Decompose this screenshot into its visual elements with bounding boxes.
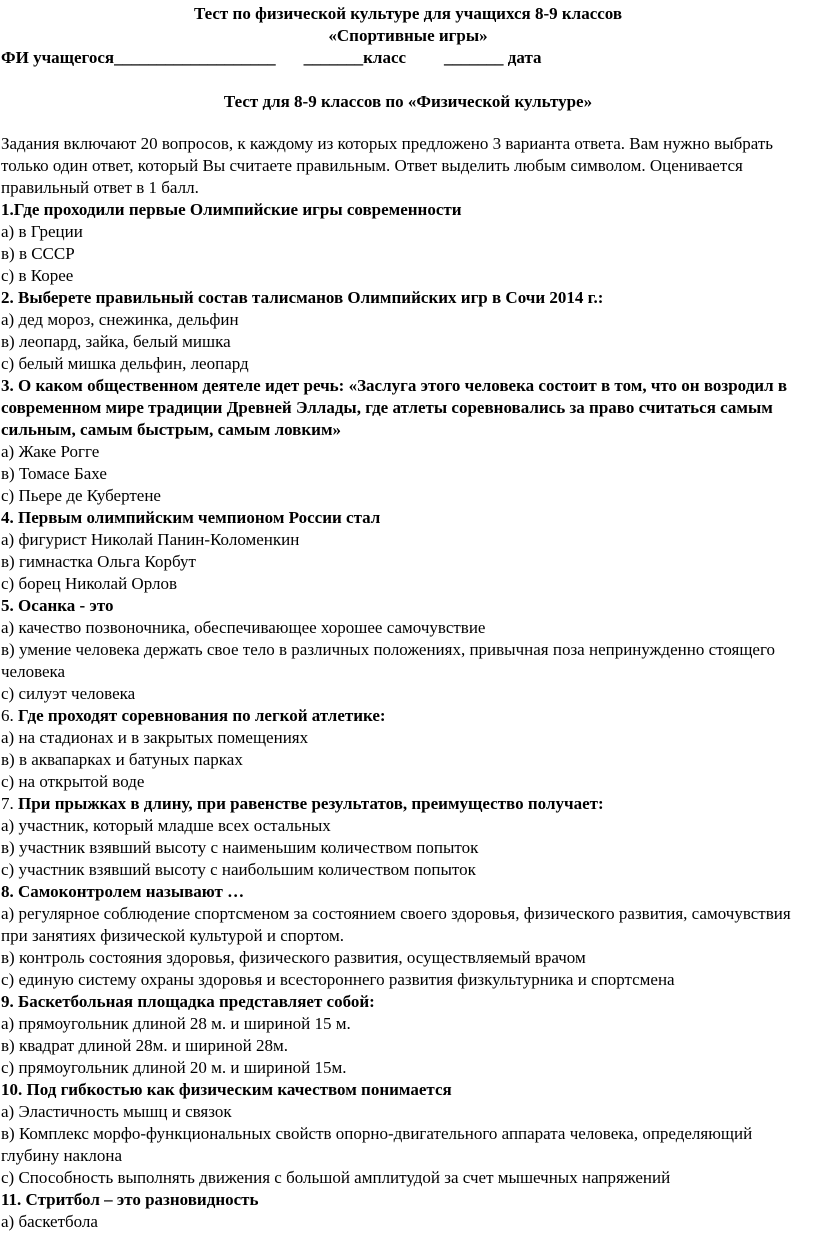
- question-label: 1.Где проходили первые Олимпийские игры современности: [1, 200, 462, 219]
- question-label: При прыжках в длину, при равенстве результатов, преимущество получает:: [18, 794, 604, 813]
- answer-option[interactable]: а) баскетбола: [1, 1212, 98, 1231]
- answer-option[interactable]: а) Эластичность мышц и связок: [1, 1102, 232, 1121]
- question-text: [1, 287, 813, 309]
- question-text: [1, 595, 813, 617]
- answer-option[interactable]: в) леопард, зайка, белый мишка: [1, 332, 231, 351]
- question-label: 3. О каком общественном деятеле идет речь: «Заслуга этого человека состоит в том, что он возродил в современном мире традиции Древней Эллады, где атлеты соревновались за право считаться самым сильным, самым быстрым, самым ловким»: [1, 376, 788, 439]
- answer-option[interactable]: в) Комплекс морфо-функциональных свойств опорно-двигательного аппарата человека, определяющий глубину наклона: [1, 1124, 753, 1165]
- date-field[interactable]: _______ дата: [444, 48, 542, 67]
- test-heading: Тест для 8-9 классов по «Физической культуре»: [223, 92, 593, 111]
- answer-option[interactable]: в) в аквапарках и батуных парках: [1, 750, 243, 769]
- question-label: 4. Первым олимпийским чемпионом России стал: [1, 508, 381, 527]
- answer-option[interactable]: в) в СССР: [1, 244, 75, 263]
- question-label: 9. Баскетбольная площадка представляет собой:: [1, 992, 375, 1011]
- answer-option[interactable]: с) белый мишка дельфин, леопард: [1, 354, 249, 373]
- answer-option[interactable]: с) прямоугольник длиной 20 м. и шириной 15м.: [1, 1058, 347, 1077]
- question-number: 7.: [1, 794, 18, 813]
- answer-option[interactable]: с) борец Николай Орлов: [1, 574, 177, 593]
- instructions-paragraph: Задания включают 20 вопросов, к каждому из которых предложено 3 варианта ответа. Вам нужно выбрать только один ответ, который Вы считаете правильным. Ответ выделить любым символом. Оценивается правильный ответ в 1 балл.: [1, 134, 774, 197]
- answer-option[interactable]: а) качество позвоночника, обеспечивающее хорошее самочувствие: [1, 618, 486, 637]
- question-text: [1, 199, 813, 221]
- question-label: Где проходят соревнования по легкой атлетике:: [18, 706, 386, 725]
- question-label: 8. Самоконтролем называют …: [1, 882, 245, 901]
- question-text: [1, 793, 813, 815]
- answer-option[interactable]: а) дед мороз, снежинка, дельфин: [1, 310, 239, 329]
- document-title: Тест по физической культуре для учащихся 8-9 классов: [193, 4, 623, 23]
- question-text: [1, 507, 813, 529]
- answer-option[interactable]: а) в Греции: [1, 222, 83, 241]
- answer-option[interactable]: с) Способность выполнять движения с большой амплитудой за счет мышечных напряжений: [1, 1168, 671, 1187]
- question-text: [1, 1189, 813, 1211]
- question-text: [1, 375, 813, 441]
- answer-option[interactable]: в) умение человека держать свое тело в различных положениях, привычная поза непринужденно стоящего человека: [1, 640, 775, 681]
- question-text: [1, 991, 813, 1013]
- question-text: [1, 705, 813, 727]
- answer-option[interactable]: а) участник, который младше всех остальных: [1, 816, 331, 835]
- answer-option[interactable]: в) контроль состояния здоровья, физического развития, осуществляемый врачом: [1, 948, 586, 967]
- answer-option[interactable]: с) в Корее: [1, 266, 74, 285]
- answer-option[interactable]: с) участник взявший высоту с наибольшим количеством попыток: [1, 860, 476, 879]
- answer-option[interactable]: а) Жаке Рогге: [1, 442, 100, 461]
- question-number: 6.: [1, 706, 18, 725]
- question-label: 2. Выберете правильный состав талисманов Олимпийских игр в Сочи 2014 г.:: [1, 288, 604, 307]
- answer-option[interactable]: с) единую систему охраны здоровья и всестороннего развития физкультурника и спортсмена: [1, 970, 675, 989]
- answer-option[interactable]: в) участник взявший высоту с наименьшим количеством попыток: [1, 838, 479, 857]
- answer-option[interactable]: с) на открытой воде: [1, 772, 145, 791]
- question-text: [1, 1079, 813, 1101]
- question-text: [1, 881, 813, 903]
- student-name-field[interactable]: ФИ учащегося___________________: [1, 48, 276, 67]
- test-body: [1, 133, 813, 1233]
- class-field[interactable]: _______класс: [303, 48, 407, 67]
- question-label: 11. Стритбол – это разновидность: [1, 1190, 259, 1209]
- document-subtitle-topic: «Спортивные игры»: [328, 26, 488, 45]
- answer-option[interactable]: в) гимнастка Ольга Корбут: [1, 552, 196, 571]
- question-label: 5. Осанка - это: [1, 596, 114, 615]
- answer-option[interactable]: в) квадрат длиной 28м. и шириной 28м.: [1, 1036, 288, 1055]
- student-info-line: [1, 47, 542, 69]
- answer-option[interactable]: а) фигурист Николай Панин-Коломенкин: [1, 530, 300, 549]
- answer-option[interactable]: с) силуэт человека: [1, 684, 136, 703]
- answer-option[interactable]: а) прямоугольник длиной 28 м. и шириной 15 м.: [1, 1014, 351, 1033]
- answer-option[interactable]: а) на стадионах и в закрытых помещениях: [1, 728, 309, 747]
- answer-option[interactable]: в) Томасе Бахе: [1, 464, 107, 483]
- questions-list: [1, 199, 813, 1233]
- question-label: 10. Под гибкостью как физическим качеством понимается: [1, 1080, 452, 1099]
- answer-option[interactable]: с) Пьере де Кубертене: [1, 486, 161, 505]
- answer-option[interactable]: а) регулярное соблюдение спортсменом за состоянием своего здоровья, физического развития, самочувствия при занятиях физической культурой и спортом.: [1, 904, 791, 945]
